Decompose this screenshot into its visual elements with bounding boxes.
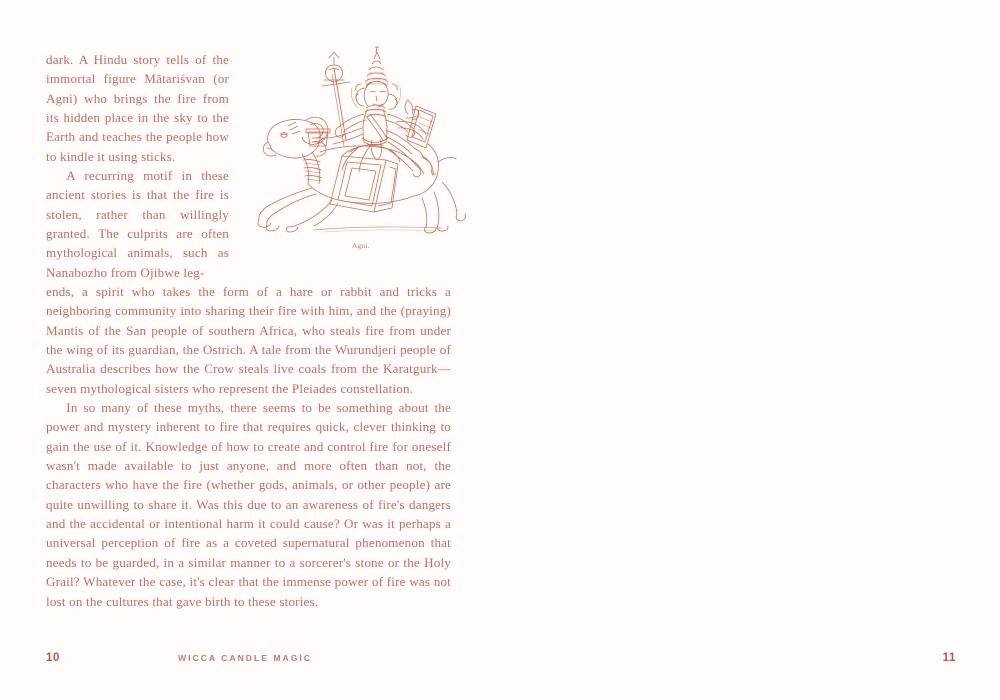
- paragraph-recurring-motif: A recurring motif in these ancient stories is that the fire is stolen, rather than willingly granted. The culprits are often mythological animals, such as Nanabozho from Ojibwe leg-: [46, 168, 229, 280]
- paragraph-continuation: dark. A Hindu story tells of the immortal figure Mātariśvan (or Agni) who brings the fire from its hidden place in the sky to the Earth and teaches the people how to kindle it using sticks.: [46, 52, 229, 164]
- illustration-caption: Agni.: [351, 241, 371, 250]
- left-column-upper-text: [46, 50, 229, 282]
- paragraph-myths-power-mystery: In so many of these myths, there seems to be something about the power and mystery inherent to fire that requires quick, clever thinking to gain the use of it. Knowledge of how to create and control fire for oneself wasn't made available to just anyone, and more often than not, the characters who have the fire (whether gods, animals, or other people) are quite unwilling to share it. Was this due to an awareness of fire's dangers and the accidental or intentional harm it could cause? Or was it perhaps a universal perception of fire as a coveted supernatural phenomenon that needs to be guarded, in a similar manner to a sorcerer's stone or the Holy Grail? Whatever the case, it's clear that the immense power of fire was not lost on the cultures that gave birth to these stories.: [46, 400, 451, 609]
- paragraph-recurring-motif-continued: ends, a spirit who takes the form of a hare or rabbit and tricks a neighboring community into sharing their fire with him, and the (praying) Mantis of the San people of southern Africa, who steals fire from under the wing of its guardian, the Ostrich. A tale from the Wurundjeri people of Australia describes how the Crow steals live coals from the Karatgurk—seven mythological sisters who represent the Pleiades constellation.: [46, 284, 451, 396]
- running-head-left: WICCA CANDLE MAGIC: [178, 653, 313, 663]
- left-column-lower-text: [46, 282, 451, 611]
- agni-illustration: [246, 22, 476, 272]
- folio-left: 10: [46, 652, 60, 664]
- right-page: [500, 0, 1000, 700]
- folio-right: 11: [942, 652, 956, 664]
